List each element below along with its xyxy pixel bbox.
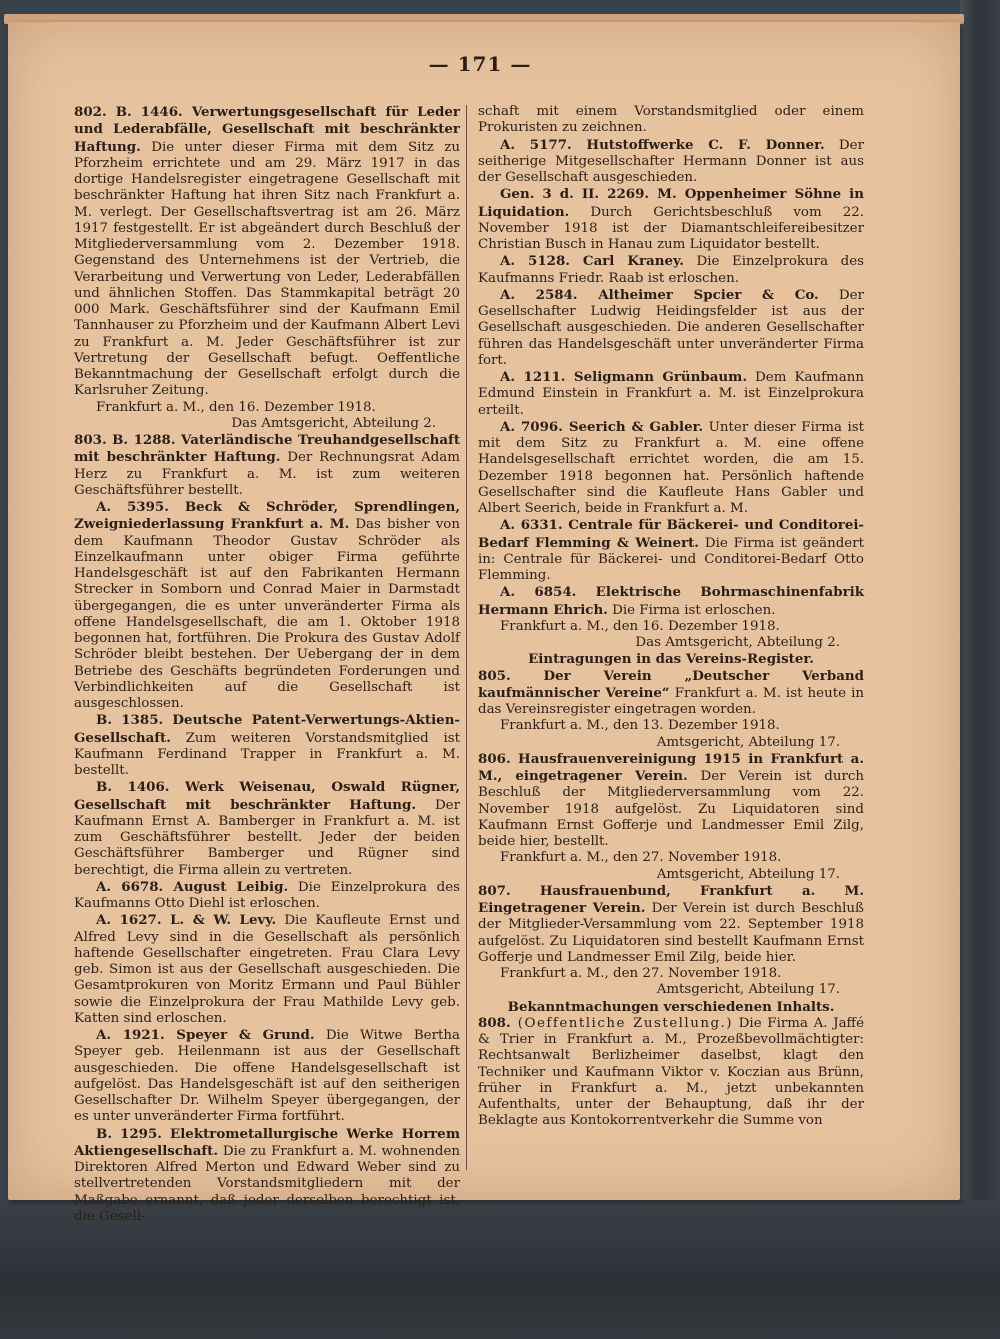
entry-heading: A. 1921. Speyer & Grund. <box>96 1027 315 1043</box>
entry-text: Frankfurt a. M., den 13. Dezember 1918. <box>500 718 780 734</box>
column-divider <box>466 105 467 1170</box>
register-entry <box>478 668 864 719</box>
register-entry <box>478 186 864 253</box>
signature-line <box>478 982 864 998</box>
entry-heading: 805. Der Verein „Deutscher Verband kaufmännischer Vereine“ <box>478 667 864 701</box>
register-entry <box>74 499 460 712</box>
entry-text: Die unter dieser Firma mit dem Sitz zu Pforzheim errichtete und am 29. März 1917 in das dortige Handelsregister eingetragene Gesellschaft mit beschränkter Haftung hat ihren Sitz nach Frankfurt a. M. verlegt. Der Gesellschaftsvertrag ist am 26. März 1917 festgestellt. Er ist abgeändert durch Beschluß der Mitgliederversammlung vom 2. Dezember 1918. Gegenstand des Unternehmens ist der Vertrieb, die Verarbeitung und Verwertung von Leder, Lederabfällen und ähnlichen Stoffen. Das Stammkapital beträgt 20 000 Mark. Geschäftsführer sind der Kaufmann Emil Tannhauser zu Pforzheim und der Kaufmann Albert Levi zu Frankfurt a. M. Jeder Geschäftsführer ist zur Vertretung der Gesellschaft befugt. Oeffentliche Bekanntmachung der Gesellschaft erfolgt durch die Karlsruher Zeitung. <box>74 139 460 399</box>
entry-heading: A. 6331. Centrale für Bäckerei- und Conditorei-Bedarf Flemming & Weinert. <box>478 517 864 551</box>
entry-heading: B. 1295. Elektrometallurgische Werke Horrem Aktiengesellschaft. <box>74 1125 460 1159</box>
entry-text: Der Kaufmann Ernst A. Bamberger in Frankfurt a. M. ist zum Geschäftsführer bestellt. Jeder der beiden Geschäftsführer Bamberger und Rügner sind berechtigt, die Firma allein zu vertreten. <box>74 797 461 878</box>
entry-text: Frankfurt a. M. ist heute in das Vereinsregister eingetragen worden. <box>478 685 864 717</box>
entry-text: Die Kaufleute Ernst und Alfred Levy sind in die Gesellschaft als persönlich haftende Gesellschafter eingetreten. Frau Clara Levy geb. Simon ist aus der Gesellschaft ausgeschieden. Die Gesamtprokuren von Moritz Ermann und Paul Bühler sowie die Einzelprokura der Frau Mathilde Levy geb. Katten sind erloschen. <box>74 913 460 1026</box>
register-entry <box>478 751 864 851</box>
page-number: — 171 — <box>428 52 532 76</box>
entry-heading: A. 2584. Altheimer Spcier & Co. <box>500 286 819 303</box>
entry-heading: A. 6678. August Leibig. <box>96 878 289 895</box>
entry-text: Frankfurt a. M., den 16. Dezember 1918. <box>96 399 376 415</box>
register-entry <box>74 1126 460 1226</box>
register-entry <box>74 779 460 879</box>
signature-line <box>478 867 864 883</box>
entry-heading: 802. B. 1446. Verwertungsgesellschaft für Leder und Lederabfälle, Gesellschaft mit beschränkter Haftung. <box>74 104 460 155</box>
date-line <box>478 850 864 866</box>
entry-text: Die Einzelprokura des Kaufmanns Friedr. Raab ist erloschen. <box>478 254 864 286</box>
section-heading <box>478 651 864 667</box>
entry-text: Der Verein ist durch Beschluß der Mitglieder-Versammlung vom 22. September 1918 aufgelöst. Zu Liquidatoren sind bestellt Kaufmann Ernst Gofferje und Landmesser Emil Zilg, beide hier. <box>478 901 865 965</box>
register-entry <box>74 104 460 400</box>
entry-heading: 807. Hausfrauenbund, Frankfurt a. M. Eingetragener Verein. <box>478 882 864 916</box>
entry-heading: B. 1385. Deutsche Patent-Verwertungs-Aktien-Gesellschaft. <box>74 712 460 746</box>
entry-text: Die Einzelprokura des Kaufmanns Otto Diehl ist erloschen. <box>74 879 460 911</box>
entry-text: Amtsgericht, Abteilung 17. <box>656 866 840 882</box>
register-entry <box>74 879 460 913</box>
register-entry <box>478 287 864 369</box>
register-entry <box>74 1027 460 1126</box>
date-line <box>478 619 864 635</box>
entry-text: Der seitherige Mitgesellschafter Hermann Donner ist aus der Gesellschaft ausgeschieden. <box>478 137 864 185</box>
entry-text: Dem Kaufmann Edmund Einstein in Frankfurt a. M. ist Einzelprokura erteilt. <box>478 370 864 418</box>
entry-text: Der Verein ist durch Beschluß der Mitgliederversammlung vom 22. November 1918 aufgelöst. Zu Liquidatoren sind Kaufmann Ernst Gofferje und Landmesser Emil Zilg, beide hier, bestellt. <box>478 769 864 849</box>
entry-heading: A. 5395. Beck & Schröder, Sprendlingen, Zweigniederlassung Frankfurt a. M. <box>74 499 460 533</box>
entry-heading: 808. <box>478 1014 511 1031</box>
register-entry <box>478 369 864 419</box>
entry-text: Die Firma ist erloschen. <box>607 602 776 618</box>
entry-text: Frankfurt a. M., den 27. November 1918. <box>500 850 782 866</box>
register-entry <box>478 517 864 584</box>
entry-text: Eintragungen in das Vereins-Register. <box>528 651 814 668</box>
register-entry <box>478 137 864 187</box>
entry-heading: A. 6854. Elektrische Bohrmaschinenfabrik Hermann Ehrich. <box>478 584 864 618</box>
register-entry <box>74 712 460 779</box>
entry-text: Die zu Frankfurt a. M. wohnenden Direktoren Alfred Merton und Edward Weber sind zu stellvertretenden Vorstandsmitgliedern mit der Maßgabe ernannt, daß jeder derselben berechtigt ist, die Gesell- <box>74 1143 460 1224</box>
entry-text: Bekanntmachungen verschiedenen Inhalts. <box>507 998 835 1015</box>
section-heading <box>478 999 864 1015</box>
right-column <box>478 104 864 1130</box>
book-cover-edge <box>960 0 1000 1339</box>
entry-text: Amtsgericht, Abteilung 17. <box>656 982 840 998</box>
entry-text: Frankfurt a. M., den 16. Dezember 1918. <box>500 618 780 634</box>
entry-heading: A. 1627. L. & W. Levy. <box>96 912 277 929</box>
register-entry <box>74 432 460 499</box>
entry-text: Frankfurt a. M., den 27. November 1918. <box>500 966 782 981</box>
signature-line <box>478 635 864 651</box>
entry-text: Amtsgericht, Abteilung 17. <box>656 734 840 750</box>
entry-heading: A. 1211. Seligmann Grünbaum. <box>500 369 747 385</box>
register-entry <box>74 912 460 1027</box>
spaced-text: (Oeffentliche Zustellung.) <box>510 1015 734 1031</box>
entry-text: Die Firma A. Jaffé & Trier in Frankfurt a. M., Prozeßbevollmächtigter: Rechtsanwalt Berlizheimer daselbst, klagt den Techniker und Kaufmann Viktor v. Koczian aus Brünn, früher in Frankfurt a. M., jetzt unbekannten Aufenthalts, unter der Behauptung, daß ihr der Beklagte aus Kontokorrentverkehr die Summe von <box>478 1015 864 1129</box>
entry-heading: Gen. 3 d. II. 2269. M. Oppenheimer Söhne in Liquidation. <box>478 186 864 220</box>
entry-text: schaft mit einem Vorstandsmitglied oder einem Prokuristen zu zeichnen. <box>478 104 864 136</box>
signature-line <box>478 735 864 751</box>
entry-heading: A. 5177. Hutstoffwerke C. F. Donner. <box>500 136 825 153</box>
register-entry <box>478 253 864 287</box>
register-entry <box>478 419 864 518</box>
entry-text: Die Firma ist geändert in: Centrale für Bäckerei- und Conditorei-Bedarf Otto Flemming. <box>478 535 864 583</box>
entry-heading: A. 7096. Seerich & Gabler. <box>500 418 704 435</box>
entry-heading: 806. Hausfrauenvereinigung 1915 in Frankfurt a. M., eingetragener Verein. <box>478 750 864 784</box>
entry-text: Zum weiteren Vorstandsmitglied ist Kaufmann Ferdinand Trapper in Frankfurt a. M. bestellt. <box>74 730 460 778</box>
entry-text: Das bisher von dem Kaufmann Theodor Gustav Schröder als Einzelkaufmann unter obiger Firma geführte Handelsgeschäft ist auf den Fabrikanten Hermann Strecker in Somborn und Conrad Maier in Darmstadt übergegangen, die es unter unveränderter Firma als offene Handelsgesellschaft, die am 1. Oktober 1918 begonnen hat, fortführen. Die Prokura des Gustav Adolf Schröder bleibt bestehen. Der Uebergang der in dem Betriebe des Geschäfts begründeten Forderungen und Verbindlichkeiten auf die Gesellschaft ist ausgeschlossen. <box>74 517 460 711</box>
entry-text: Der Rechnungsrat Adam Herz zu Frankfurt a. M. ist zum weiteren Geschäftsführer bestellt. <box>74 450 460 498</box>
register-entry <box>478 883 864 966</box>
date-line <box>74 400 460 416</box>
date-line <box>478 718 864 734</box>
entry-heading: B. 1406. Werk Weisenau, Oswald Rügner, Gesellschaft mit beschränkter Haftung. <box>74 779 460 813</box>
register-entry <box>478 1015 864 1130</box>
entry-text: Der Gesellschafter Ludwig Heidingsfelder ist aus der Gesellschaft ausgeschieden. Die anderen Gesellschafter führen das Handelsgeschäft unter unveränderter Firma fort. <box>478 287 864 368</box>
entry-text: Unter dieser Firma ist mit dem Sitz zu Frankfurt a. M. eine offene Handelsgesellschaft errichtet worden, die am 15. Dezember 1918 begonnen hat. Persönlich haftende Gesellschafter sind die Kaufleute Hans Gabler und Albert Seerich, beide in Frankfurt a. M. <box>478 419 864 516</box>
register-entry <box>478 104 864 137</box>
entry-heading: A. 5128. Carl Kraney. <box>500 253 684 270</box>
entry-text: Das Amtsgericht, Abteilung 2. <box>231 415 436 431</box>
left-column <box>74 104 460 1225</box>
date-line <box>478 966 864 982</box>
entry-text: Die Witwe Bertha Speyer geb. Heilenmann ist aus der Gesellschaft ausgeschieden. Die offene Handelsgesellschaft ist aufgelöst. Das Handelsgeschäft ist auf den seitherigen Gesellschafter Dr. Wilhelm Speyer übergegangen, der es unter unveränderter Firma fortführt. <box>74 1028 460 1125</box>
entry-text: Durch Gerichtsbeschluß vom 22. November 1918 ist der Diamantschleifereibesitzer Christian Busch in Hanau zum Liquidator bestellt. <box>478 204 864 252</box>
register-entry <box>478 584 864 619</box>
entry-heading: 803. B. 1288. Vaterländische Treuhandgesellschaft mit beschränkter Haftung. <box>74 432 460 466</box>
entry-text: Das Amtsgericht, Abteilung 2. <box>635 635 840 650</box>
signature-line <box>74 416 460 432</box>
